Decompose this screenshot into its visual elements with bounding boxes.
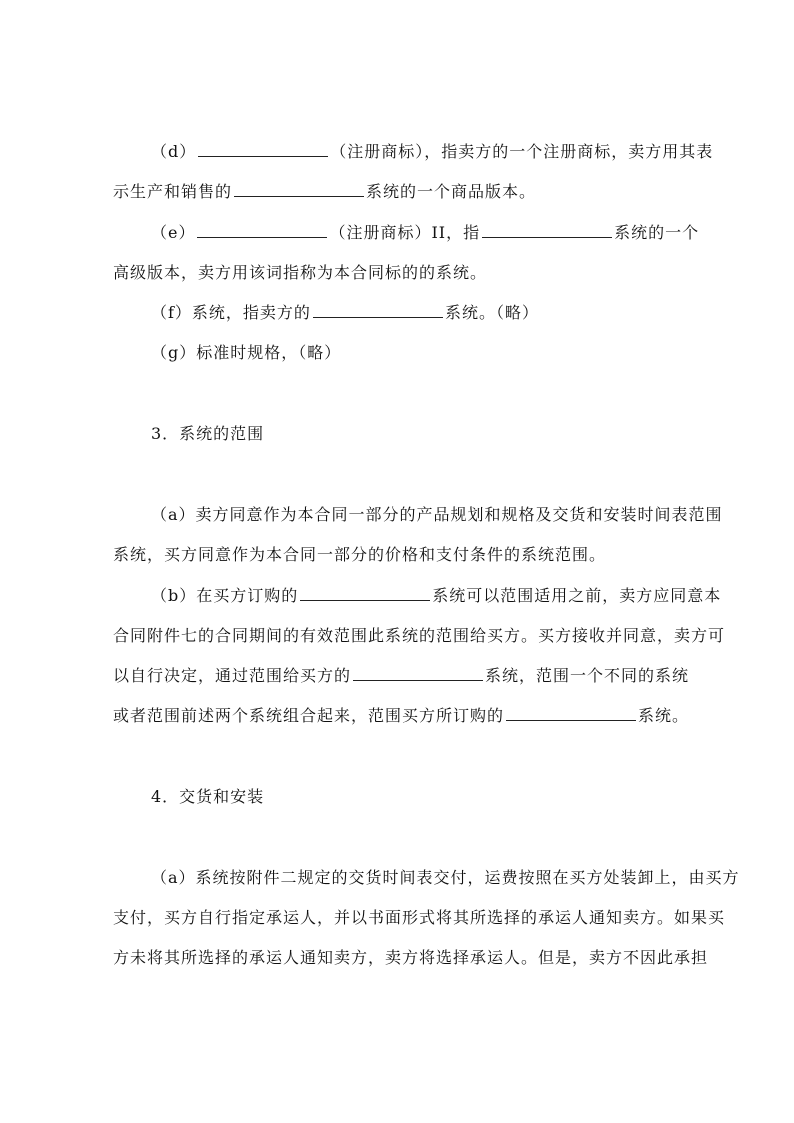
section-4-a-line-2: 支付，买方自行指定承运人，并以书面形式将其所选择的承运人通知卖方。如果买 (113, 908, 726, 927)
blank-field (313, 304, 443, 318)
blank-field (506, 707, 636, 721)
section-3-b-line-4 (113, 706, 690, 726)
blank-field (353, 667, 483, 681)
paragraph-f (151, 303, 685, 323)
section-3-b-text-b: 系统可以范围适用之前，卖方应同意本 (432, 586, 722, 605)
blank-field (198, 143, 328, 157)
paragraph-f-text-b: 系统。（略） (444, 303, 539, 322)
section-3-heading: 3．系统的范围 (151, 424, 265, 443)
paragraph-g: （g）标准时规格，（略） (151, 343, 342, 362)
section-3-b-line-2: 合同附件七的合同期间的有效范围此系统的范围给买方。买方接收并同意，卖方可 (113, 626, 726, 645)
section-3-b-line-1 (151, 586, 722, 606)
section-3-b-text-4a: 或者范围前述两个系统组合起来，范围买方所订购的 (113, 706, 505, 725)
paragraph-e-line-2: 高级版本，卖方用该词指称为本合同标的的系统。 (113, 263, 488, 282)
paragraph-f-text-a: （f）系统，指卖方的 (151, 303, 311, 322)
section-4-a-line-3: 方未将其所选择的承运人通知卖方，卖方将选择承运人。但是，卖方不因此承担 (113, 948, 709, 967)
blank-field (300, 587, 430, 601)
section-3-b-text-4b: 系统。 (638, 706, 690, 725)
paragraph-d-text-2a: 示生产和销售的 (113, 182, 233, 201)
paragraph-d-line-2 (113, 182, 685, 202)
paragraph-e-line-1 (151, 223, 700, 243)
section-3-b-text-a: （b）在买方订购的 (151, 586, 299, 605)
section-3-a-line-1: （a）卖方同意作为本合同一部分的产品规划和规格及交货和安装时间表范围 (151, 505, 723, 524)
paragraph-e-text-c: 系统的一个 (614, 223, 700, 242)
section-4-heading: 4．交货和安装 (151, 787, 265, 806)
section-3-b-text-3b: 系统，范围一个不同的系统 (485, 666, 690, 685)
section-3-b-text-3a: 以自行决定，通过范围给买方的 (113, 666, 352, 685)
paragraph-d-text: （注册商标），指卖方的一个注册商标，卖方用其表 (330, 142, 714, 161)
blank-field (482, 224, 612, 238)
paragraph-d-text-2b: 系统的一个商品版本。 (366, 182, 537, 201)
paragraph-e-text: （注册商标）II，指 (329, 223, 481, 242)
section-4-a-line-1: （a）系统按附件二规定的交货时间表交付，运费按照在买方处装卸上，由买方 (151, 868, 740, 887)
paragraph-e-label: （e） (151, 223, 196, 242)
blank-field (197, 224, 327, 238)
section-3-a-line-2: 系统，买方同意作为本合同一部分的价格和支付条件的系统范围。 (113, 545, 607, 564)
blank-field (234, 183, 364, 197)
section-3-b-line-3 (113, 666, 690, 686)
paragraph-d-label: （d） (151, 142, 197, 161)
paragraph-d-line-1 (151, 142, 714, 162)
